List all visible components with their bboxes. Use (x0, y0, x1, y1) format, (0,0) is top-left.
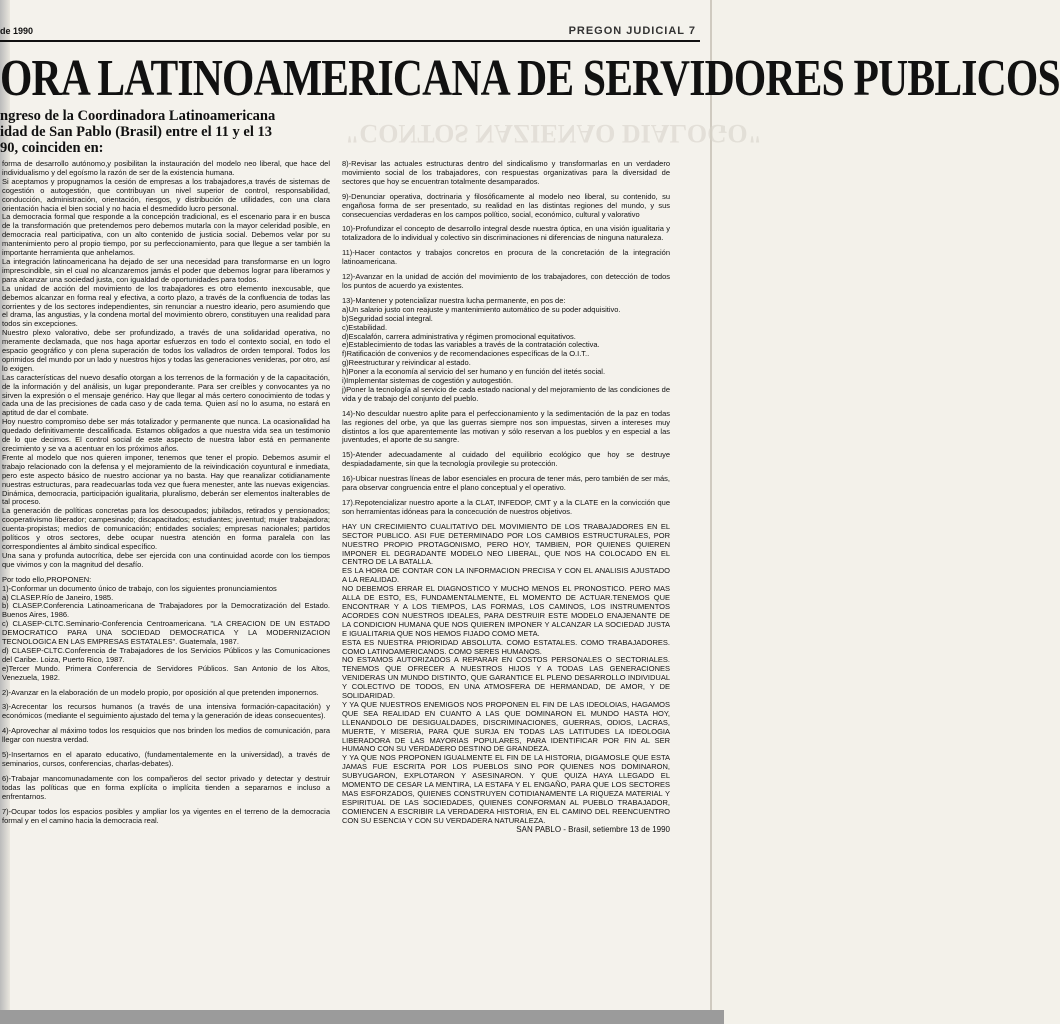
paragraph: La democracia formal que responde a la concepción tradicional, es el escenario para ir en busca de la transformación que pretendemos pero debemos mutarla con la mayor celeridad posible, en democracia real participativa, con un alto contenido de justicia social. Debemos velar por su mantenimiento pero al propio tiempo, por su perfeccionamiento, para que llegue a ser también la importante herramienta que anhelamos. (2, 212, 330, 258)
proposal-item: 8)-Revisar las actuales estructuras dentro del sindicalismo y transformarlas en un verdadero movimiento social de los trabajadores, con respuestas organizativas para la diversidad de sectores que hoy se encuentran totalmente desamparados. (342, 159, 670, 186)
proposal-subitem: d) CLASEP-CLTC.Conferencia de Trabajadores de los Servicios Públicos y las Comunicaciones del Caribe. Loiza, Puerto Rico, 1987. (2, 645, 330, 664)
paragraph: La unidad de acción del movimiento de los trabajadores es otro elemento inexcusable, que debemos alcanzar en forma real y efectiva, a corto plazo, a través de la confluencia de todas las corrientes y de los sectores independientes, sin renunciar a nuestro ideario, pero asumiendo que el drama, las angustias, y la condena mortal del movimiento obrero, constituyen una realidad para todos sin excepciones. (2, 283, 330, 329)
proposal-item: 15)-Atender adecuadamente al cuidado del equilibrio ecológico que hoy se destruye despiadadamente, sin que la tecnología provilegie su protección. (342, 450, 670, 469)
headline: ORA LATINOAMERICANA DE SERVIDORES PUBLICOS (0, 50, 1060, 107)
proposal-subitem: g)Reestructurar y reivindicar al estado. (342, 358, 471, 368)
left-column (2, 160, 330, 825)
proposal-subitem: c) CLASEP-CLTC.Seminario-Conferencia Centroamericana. "LA CREACION DE UN ESTADO DEMOCRATICO PARA UNA SOCIEDAD DEMOCRATICA Y LA MODERNIZACION TECNOLOGICA EN LAS EMPRESAS ESTATALES". Guatemala, 1987. (2, 619, 330, 647)
proposal-subitem: i)Implementar sistemas de cogestión y autogestión. (342, 376, 513, 386)
proposal-item: 2)-Avanzar en la elaboración de un modelo propio, por oposición al que pretenden imponernos. (2, 687, 319, 697)
paragraph: Si aceptamos y propugnamos la cesión de empresas a los trabajadores,a través de sistemas de cogestión o autogestión, que contribuyan un nivel superior de control, responsabilidad, conducción, administración, orientación, riesgos, y distribución de utilidades, con una clara orientación hacia el bien social y no hacia el desmedido lucro personal. (2, 176, 330, 213)
closing-paragraph: Y YA QUE NUESTROS ENEMIGOS NOS PROPONEN EL FIN DE LAS IDEOLOIAS, HAGAMOS QUE SEA REALIDAD EN CUANTO A LAS QUE DOMINARON EL MUNDO HASTA HOY, LLENANDOLO DE DESIGUALDADES, DISCRIMINACIONES, GUERRAS, ODIOS, LACRAS, MUERTE, Y MISERIA, PARA QUE SURJA EN TODAS LAS LATITUDES LA IDEOLOGIA LIBERADORA DE LAS MAYORIAS POPULARES, PARA IDENTIFICAR POR FIN AL SER HUMANO CON SU VERDADERO DESTINO DE GRANDEZA. (342, 699, 670, 754)
proposal-item: 5)-Insertarnos en el aparato educativo, (fundamentalemente en la universidad), a través de seminarios, cursos, conferencias, charlas-debates). (2, 750, 330, 768)
running-head (0, 26, 710, 38)
closing-paragraph: NO DEBEMOS ERRAR EL DIAGNOSTICO Y MUCHO MENOS EL PRONOSTICO. PERO MAS ALLA DE ESTO, ES, FUNDAMENTALMENTE, EL MOMENTO DE ACTUAR.TENEMOS QUE ENCONTRAR Y A LOS TIEMPOS, LAS FORMAS, LOS CAMINOS, LOS INSTRUMENTOS ACORDES CON NUESTROS IDEALES, PARA DESTRUIR ESTE MODELO ENAJENANTE DE LA CONDICION HUMANA QUE NOS QUIEREN IMPONER Y ALCANZAR LA SOCIEDAD JUSTA E IGUALITARIA QUE NOS HEMOS FIJADO COMO META. (342, 584, 670, 638)
paragraph: Frente al modelo que nos quieren imponer, tenemos que tener el propio. Debemos asumir el trabajo relacionado con la defensa y el mejoramiento de la reivindicación coyuntural e inmediata, pero este aspecto básico de nuestro accionar ya no basta. Hay que reanalizar cotidianamente nuestras estructuras, para readecuarlas toda vez que fuera menester, ante las nuevas exigencias. Dinámica, democracia, participación igualitaria, pluralismo, deberán ser elementos inalterables de tal proceso. (2, 452, 330, 507)
proposal-subitem: b)Seguridad social integral. (342, 313, 433, 323)
closing-paragraph: NO ESTAMOS AUTORIZADOS A REPARAR EN COSTOS PERSONALES O SECTORIALES. TENEMOS QUE OFRECER A NUESTROS HIJOS Y A TODAS LAS GENERACIONES VENIDERAS UN MUNDO DISTINTO, QUE GARANTICE EL PLENO DESARROLLO INDIVIDUAL Y COLECTIVO DE TODOS, EN UNA ATMOSFERA DE HERMANDAD, DE AMOR, Y DE SOLIDARIDAD. (342, 655, 670, 701)
proposal-item: 1)-Conformar un documento único de trabajo, con los siguientes pronunciamientos (2, 583, 277, 593)
right-column (342, 160, 670, 835)
paragraph: La generación de políticas concretas para los desocupados; jubilados, retirados y pensionados; cooperativismo liberador; campesinado; discapacitados; estudiantes; juventud; mujer trabajadora; cuenta-propistas; medios de comunicación; entidades sociales; empresas nacionales; partidos políticos y otros sectores, debe ocupar nuestra atención en forma paralela con las correspondientes al ámbito sindical específico. (2, 506, 330, 551)
subhead-line: idad de San Pablo (Brasil) entre el 11 y el 13 (0, 124, 273, 140)
subhead-line: 90, coinciden en: (0, 140, 104, 156)
proposal-subitem: c)Estabilidad. (342, 322, 388, 332)
proposal-subitem: a)Un salario justo con reajuste y mantenimiento automático de su poder adquisitivo. (342, 304, 621, 314)
proposal-item: 16)-Ubicar nuestras líneas de labor esenciales en procura de tener más, pero también de ser más, para observar congruencia entre el plano conceptual y el operativo. (342, 474, 670, 493)
closing-paragraph: ESTA ES NUESTRA PRIORIDAD ABSOLUTA. COMO ESTATALES. COMO TRABAJADORES. COMO LATINOAMERICANOS. COMO SERES HUMANOS. (342, 637, 670, 656)
paragraph: La integración latinoamericana ha dejado de ser una necesidad para transformarse en un logro imprescindible, sin el cual no alcanzaremos jamás el poder que debemos lograr para liberarnos y para alcanzar una sociedad justa, con igualdad de oportunidades para todos. (2, 256, 330, 284)
proposal-subitem: e)Establecimiento de todas las variables a través de la contratación colectiva. (342, 340, 600, 350)
paragraph: Las características del nuevo desafío otorgan a los terrenos de la formación y de la capacitación, de la información y del análisis, un lugar preponderante. Para ser creíbles y convocantes ya no sirven la expresión o el mensaje genérico. Hay que llegar al más certero conocimiento de todas y cada una de las precisiones de cada caso y de cada tema. Quien así no lo asuma, no estará en aptitud de dar el combate. (2, 372, 330, 418)
paragraph: Una sana y profunda autocrítica, debe ser ejercida con una continuidad acorde con los tiempos que vivimos y con la magnitud del desafío. (2, 550, 330, 569)
paragraph: forma de desarrollo autónomo,y posibilitan la instauración del modelo neo liberal, que hace del individualismo y del egoísmo la razón de ser de la existencia humana. (2, 159, 330, 177)
proposals-intro: Por todo ello,PROPONEN: (2, 574, 92, 584)
proposal-item: 6)-Trabajar mancomunadamente con los compañeros del sector privado y detectar y destruir todas las políticas que en forma explícita o implícita tienden a separarnos e incluso a enfrentarnos. (2, 773, 330, 801)
closing-paragraph: HAY UN CRECIMIENTO CUALITATIVO DEL MOVIMIENTO DE LOS TRABAJADORES EN EL SECTOR PUBLICO. ASI FUE DETERMINADO POR LOS CAMBIOS ESTRUCTURALES, POR NUESTRO PROPIO PROTAGONISMO, PERO HOY, TAMBIEN, POR QUIENES QUIEREN IMPONER EL DEGRADANTE MODELO NEO LIBERAL, QUE NOS HA COLOCADO EN EL CENTRO DE LA BATALLA. (342, 521, 670, 567)
proposal-item: 7)-Ocupar todos los espacios posibles y ampliar los ya vigentes en el terreno de la democracia formal y en el camino hacia la democracia real. (2, 806, 330, 825)
paragraph: Nuestro plexo valorativo, debe ser profundizado, a través de una solidaridad operativa, no meramente declamada, que nos haga aportar esfuerzos en todo el contexto social, en todo el espacio geográfico y con plena superación de todos los valladros de orden temporal. Todos los oprimidos del mundo por un lado y nuestros hijos y todas las generaciones venideras, por otro, así lo exigen. (2, 328, 330, 373)
scan-bottom-strip (0, 1010, 724, 1024)
proposal-item: 3)-Acrecentar los recursos humanos (a través de una intensiva formación-capacitación) y económicos (mediante el seguimiento ajustado del tema y la generación de ideas consecuentes). (2, 702, 330, 721)
closing-declaration (342, 523, 670, 826)
proposal-item: 4)-Aprovechar al máximo todos los resquicios que nos brinden los medios de comunicación, para llegar con nuestra verdad. (2, 726, 330, 745)
proposal-subitem: j)Poner la tecnología al servicio de cada estado nacional y del mejoramiento de las condiciones de vida y de trabajo del conjunto del pueblo. (342, 384, 670, 403)
proposal-subitem: f)Ratificación de convenios y de recomendaciones específicas de la O.I.T.. (342, 349, 590, 359)
show-through-text: "CONTOS NAZIENAO DIALOGO" (345, 119, 763, 148)
proposal-item: 14)-No desculdar nuestro aplite para el perfeccionamiento y la sedimentación de la paz en todas las regiones del orbe, ya que las guerras siempre nos son impuestas, sirven a intereses muy distintos a los que aparentemente las motivan y sólo reservan a los pueblos y en especial a las juventudes, el aporte de su sangre. (342, 408, 670, 445)
closing-paragraph: Y YA QUE NOS PROPONEN IGUALMENTE EL FIN DE LA HISTORIA, DIGAMOSLE QUE ESTA JAMAS FUE ESCRITA POR LOS PUEBLOS SINO POR QUIENES NOS DOMINARON, SUBYUGARON, EXPLOTARON Y ASESINARON. Y QUE QUIZA HAYA LLEGADO EL MOMENTO DE CESAR LA MENTIRA, LA ESTAFA Y EL ENGAÑO, PARA QUE LOS SECTORES MAS ESFORZADOS, QUIENES CONSTRUYEN COTIDIANAMENTE LA RIQUEZA MATERIAL Y ESPIRITUAL DE LAS SOCIEDADES, QUIENES CONFORMAN AL PUEBLO TRABAJADOR, COMIENCEN A ESCRIBIR LA VERDADERA HISTORIA, EN EL CAMINO DEL REENCUENTRO CON SU ESENCIA Y CON SU VERDADERA NATURALEZA. (342, 753, 670, 825)
closing-paragraph: ES LA HORA DE CONTAR CON LA INFORMACION PRECISA Y CON EL ANALISIS AJUSTADO A LA REALIDAD. (342, 566, 670, 585)
proposal-item: 11)-Hacer contactos y trabajos concretos en procura de la concretación de la integración latinoamericana. (342, 248, 670, 267)
subhead (0, 108, 330, 156)
paragraph: Hoy nuestro compromiso debe ser más totalizador y permanente que nunca. La ocasionalidad ha quedado definitivamente descalificada. Estamos obligados a que nuestra vida sea un testimonio de lo que decimos. El control social de este aspecto de nuestra labor está en permanente crecimiento y se va a acentuar en los próximos años. (2, 417, 330, 453)
proposal-item: 12)-Avanzar en la unidad de acción del movimiento de los trabajadores, con detección de todos los puntos de acuerdo ya existentes. (342, 272, 670, 290)
proposal-subitem: h)Poner a la economía al servicio del ser humano y en función del itetés social. (342, 367, 606, 377)
running-head-paper: PREGON JUDICIAL 7 (568, 25, 696, 37)
proposal-item: 10)-Profundizar el concepto de desarrollo integral desde nuestra óptica, en una visión igualitaria y totalizadora de lo individual y colectivo sin discriminaciones ni diferencias de ninguna naturaleza. (342, 224, 670, 243)
subhead-line: ngreso de la Coordinadora Latinoamericana (0, 108, 276, 124)
proposal-item: 17).Repotencializar nuestro aporte a la CLAT, INFEDOP, CMT y a la CLATE en la convicción que son herramientas idóneas para la concecución de nuestros objetivos. (342, 498, 670, 516)
proposal-item: 13)-Mantener y potencializar nuestra lucha permanente, en pos de: (342, 295, 566, 305)
header-rule (0, 40, 700, 42)
proposal-subitem: b) CLASEP.Conferencia Latinoamericana de Trabajadores por la Democratización del Estado. Buenos Aires, 1986. (2, 601, 330, 620)
proposal-subitem: e)Tercer Mundo. Primera Conferencia de Servidores Públicos. San Antonio de los Altos, Venezuela, 1982. (2, 663, 330, 682)
proposal-item: 9)-Denunciar operativa, doctrinaria y filosóficamente al modelo neo liberal, su contenido, su engañosa forma de ser presentado, su realidad en las distintas regiones del mundo, y sus consecuencias verdaderas en los campos político, social, económico, cultural y valorativo (342, 191, 670, 219)
running-head-date: de 1990 (0, 26, 34, 36)
proposal-subitem: a) CLASEP.Río de Janeiro, 1985. (2, 592, 114, 602)
proposal-subitem: d)Escalafón, carrera administrativa y régimen promocional equitativos. (342, 331, 576, 341)
dateline-signature: SAN PABLO - Brasil, setiembre 13 de 1990 (516, 824, 670, 834)
